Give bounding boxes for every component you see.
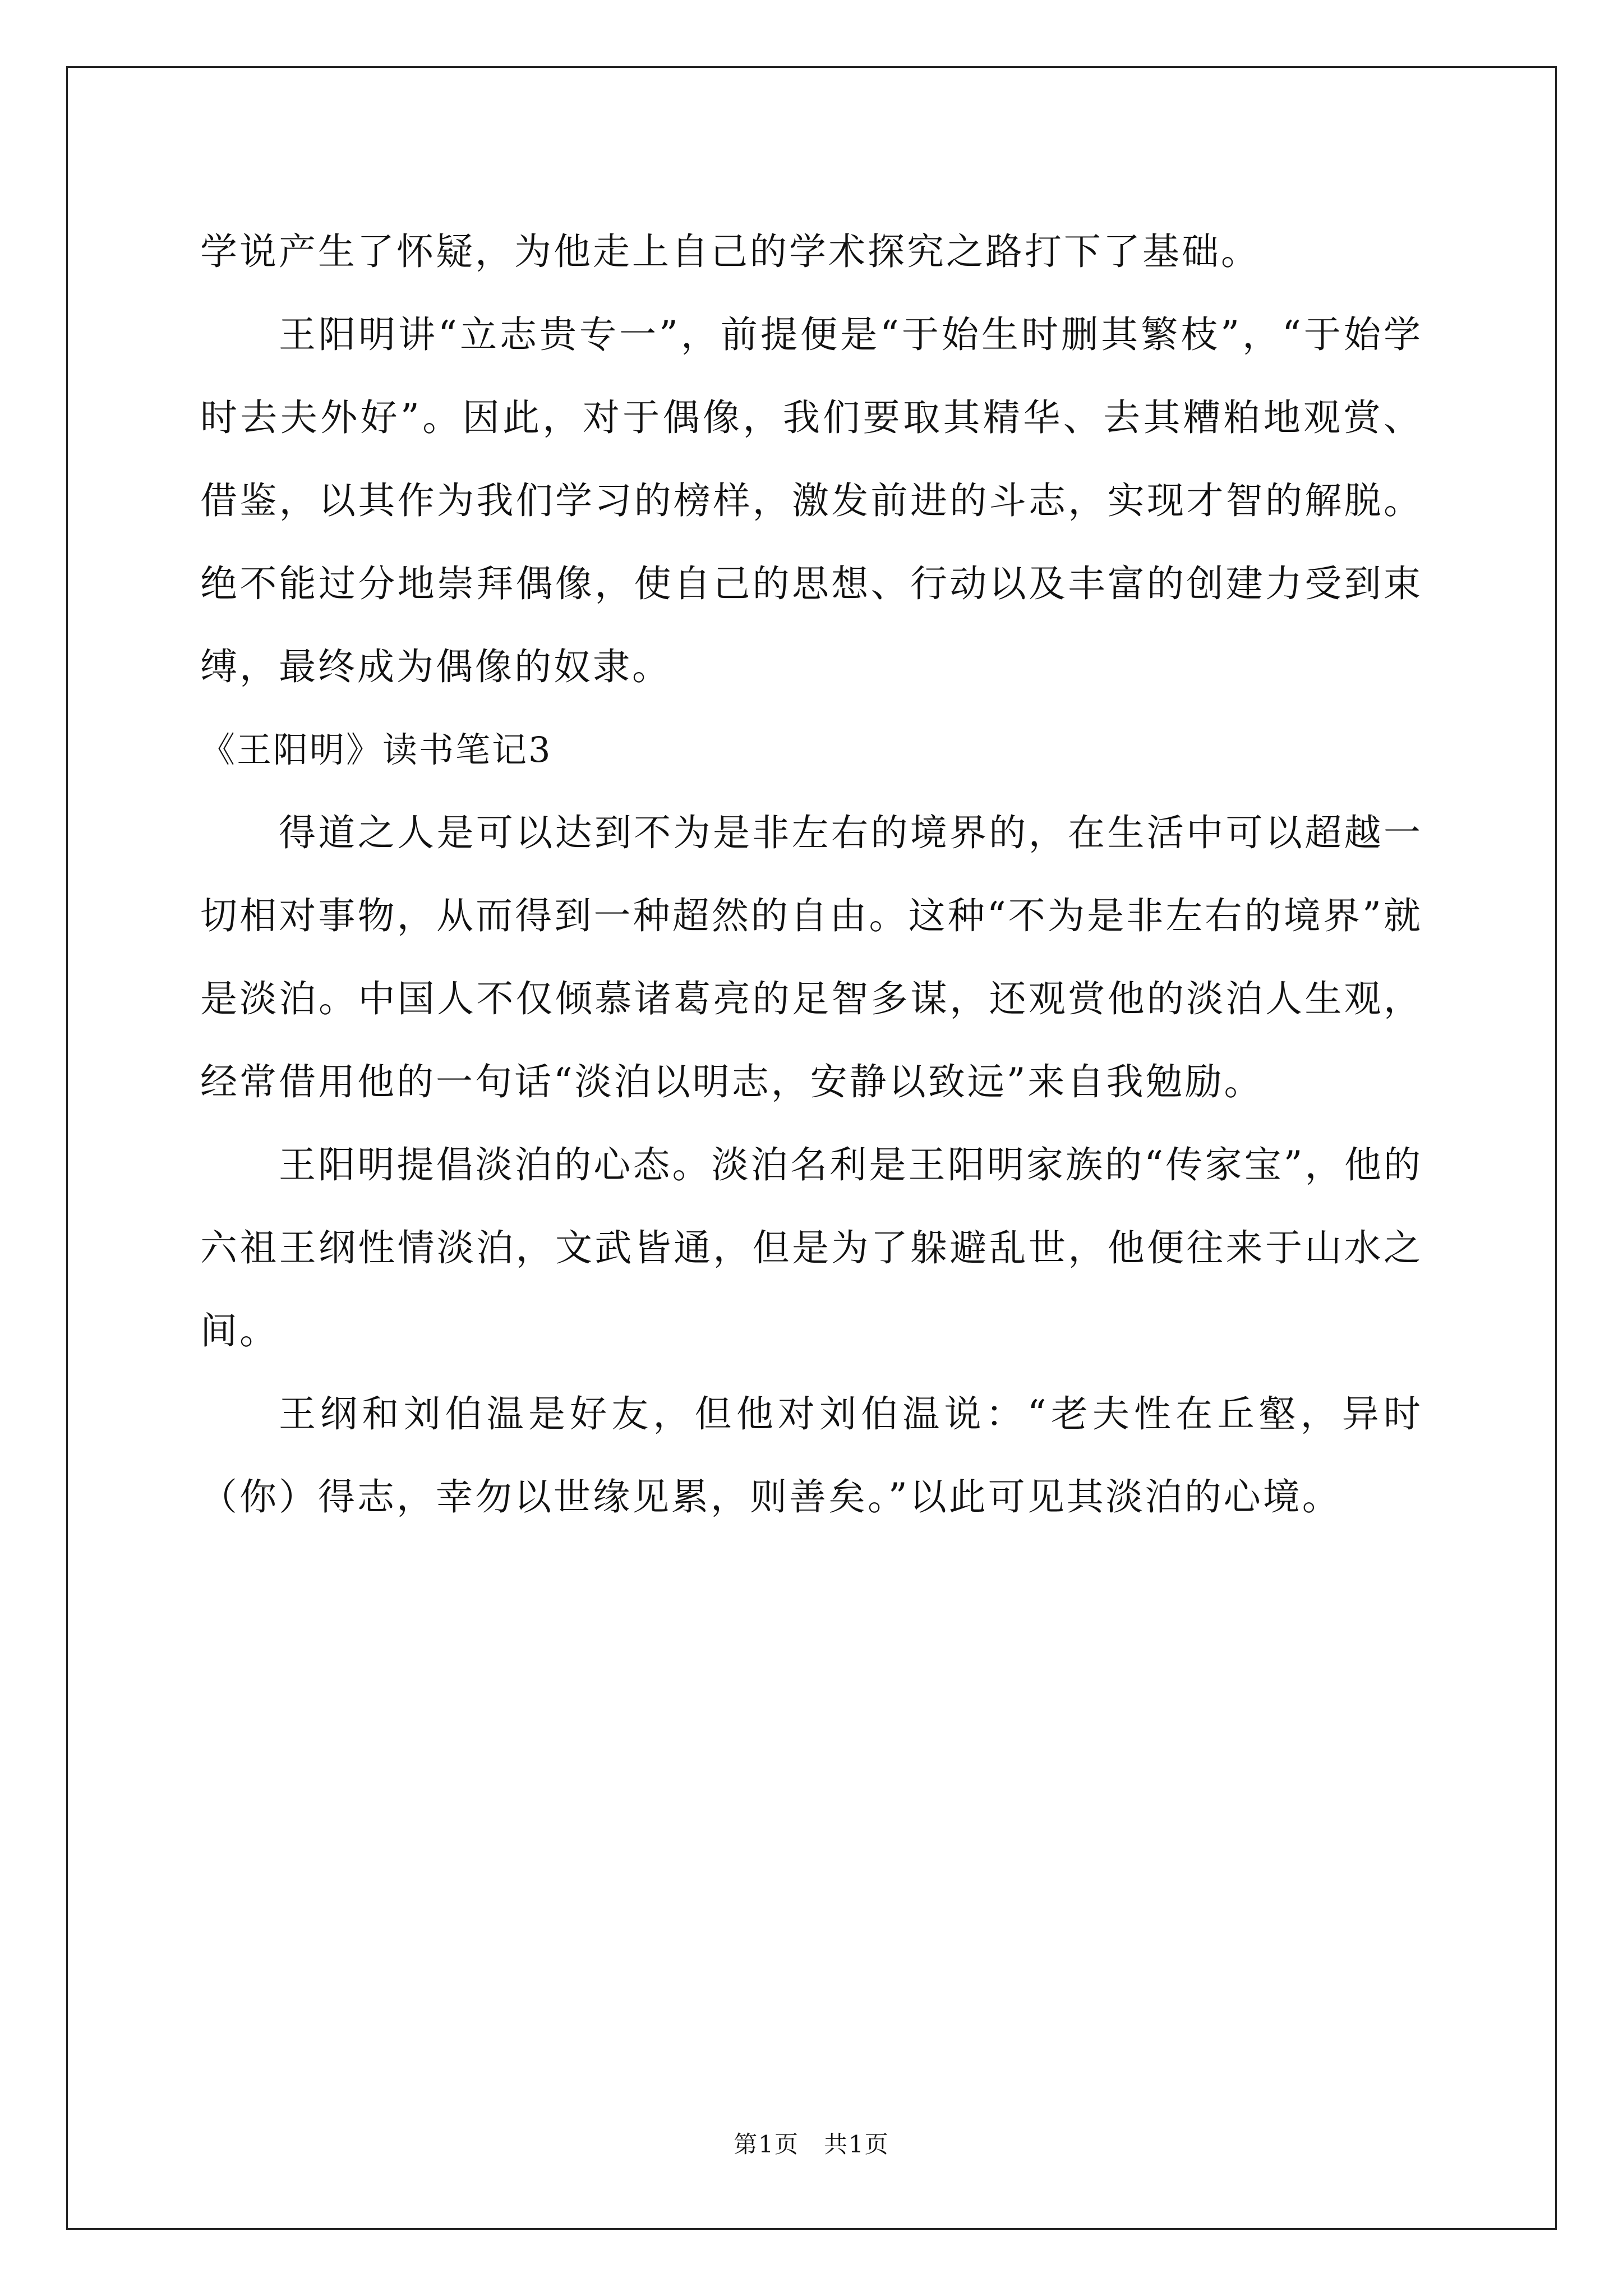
section-paragraph-2: 王阳明提倡淡泊的心态。淡泊名利是王阳明家族的“传家宝”，他的六祖王纲性情淡泊，文武皆通，但是为了躲避乱世，他便往来于山水之间。: [200, 1143, 1423, 1352]
paragraph-1: 学说产生了怀疑，为他走上自己的学术探究之路打下了基础。: [200, 230, 1260, 273]
section-paragraph-1: 得道之人是可以达到不为是非左右的境界的，在生活中可以超越一切相对事物，从而得到一种超然的自由。这种“不为是非左右的境界”就是淡泊。中国人不仅倾慕诸葛亮的足智多谋，还观赏他的淡泊人生观，经常借用他的一句话“淡泊以明志，安静以致远”来自我勉励。: [200, 811, 1423, 1103]
paragraph-2: 王阳明讲“立志贵专一”，前提便是“于始生时删其繁枝”，“于始学时去夫外好”。因此，对于偶像，我们要取其精华、去其糟粕地观赏、借鉴，以其作为我们学习的榜样，激发前进的斗志，实现才智的解脱。绝不能过分地崇拜偶像，使自己的思想、行动以及丰富的创建力受到束缚，最终成为偶像的奴隶。: [200, 313, 1423, 688]
section-paragraph-3: 王纲和刘伯温是好友，但他对刘伯温说：“老夫性在丘壑，异时（你）得志，幸勿以世缘见累，则善矣。”以此可见其淡泊的心境。: [200, 1392, 1423, 1519]
page-footer: 第1页 共1页: [734, 2131, 889, 2158]
section-heading: 《王阳明》读书笔记3: [200, 729, 552, 770]
document-body: [200, 210, 1423, 1539]
